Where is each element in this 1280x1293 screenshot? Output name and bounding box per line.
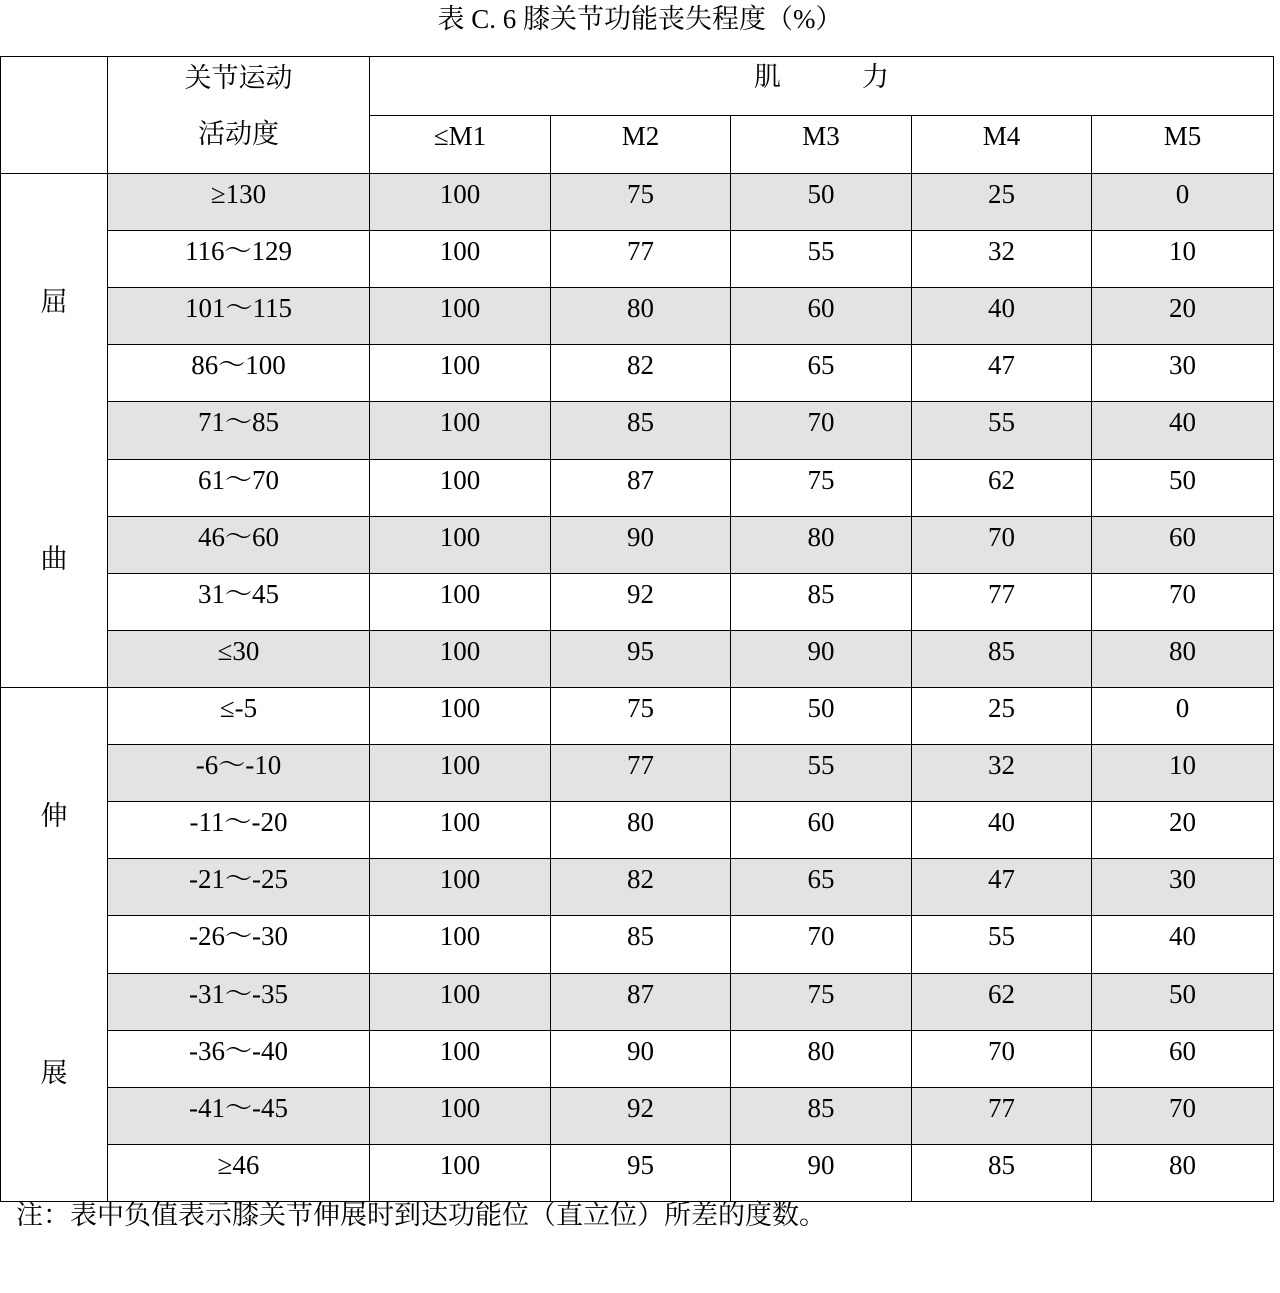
value-cell: 82 <box>551 859 731 916</box>
range-cell: ≤-5 <box>108 688 370 745</box>
value-cell: 100 <box>370 402 551 459</box>
value-cell: 92 <box>551 1087 731 1144</box>
value-cell: 100 <box>370 859 551 916</box>
value-cell: 90 <box>731 1144 912 1201</box>
value-cell: 77 <box>551 231 731 288</box>
value-cell: 60 <box>731 802 912 859</box>
value-cell: 40 <box>912 802 1092 859</box>
value-cell: 75 <box>551 688 731 745</box>
value-cell: 100 <box>370 745 551 802</box>
value-cell: 80 <box>731 1030 912 1087</box>
header-row-1 <box>1 57 1274 116</box>
value-cell: 20 <box>1092 288 1274 345</box>
table-row <box>1 459 1274 516</box>
value-cell: 100 <box>370 459 551 516</box>
group-label-char: 伸 <box>40 801 68 832</box>
header-col-m5: M5 <box>1092 115 1274 174</box>
header-muscle-strength: 肌 力 <box>370 57 1274 116</box>
range-cell: ≥46 <box>108 1144 370 1201</box>
table-row <box>1 630 1274 687</box>
value-cell: 55 <box>731 745 912 802</box>
value-cell: 100 <box>370 1144 551 1201</box>
value-cell: 50 <box>1092 973 1274 1030</box>
table-row <box>1 231 1274 288</box>
value-cell: 87 <box>551 459 731 516</box>
value-cell: 77 <box>551 745 731 802</box>
table-row <box>1 1144 1274 1201</box>
value-cell: 50 <box>731 688 912 745</box>
table-row <box>1 573 1274 630</box>
table-row <box>1 174 1274 231</box>
value-cell: 85 <box>912 630 1092 687</box>
value-cell: 85 <box>551 916 731 973</box>
table-note: 注：表中负值表示膝关节伸展时到达功能位（直立位）所差的度数。 <box>16 1200 826 1230</box>
table-row <box>1 516 1274 573</box>
value-cell: 100 <box>370 288 551 345</box>
group-label-char: 展 <box>40 1057 68 1088</box>
header-range-line1: 关节运动 <box>184 63 293 93</box>
value-cell: 77 <box>912 1087 1092 1144</box>
value-cell: 32 <box>912 745 1092 802</box>
value-cell: 80 <box>1092 1144 1274 1201</box>
group-label-cell <box>1 174 108 688</box>
value-cell: 85 <box>731 1087 912 1144</box>
table-row <box>1 916 1274 973</box>
range-cell: -26～-30 <box>108 916 370 973</box>
range-cell: ≥130 <box>108 174 370 231</box>
table-row <box>1 402 1274 459</box>
value-cell: 50 <box>1092 459 1274 516</box>
knee-function-table <box>0 56 1274 1202</box>
value-cell: 62 <box>912 973 1092 1030</box>
value-cell: 100 <box>370 345 551 402</box>
value-cell: 75 <box>551 174 731 231</box>
header-corner-cell <box>1 57 108 174</box>
value-cell: 70 <box>1092 1087 1274 1144</box>
range-cell: 31～45 <box>108 573 370 630</box>
value-cell: 87 <box>551 973 731 1030</box>
value-cell: 40 <box>912 288 1092 345</box>
value-cell: 50 <box>731 174 912 231</box>
table-row <box>1 345 1274 402</box>
table-row <box>1 745 1274 802</box>
value-cell: 65 <box>731 345 912 402</box>
group-label-char: 屈 <box>40 287 68 318</box>
value-cell: 100 <box>370 1087 551 1144</box>
value-cell: 60 <box>731 288 912 345</box>
value-cell: 92 <box>551 573 731 630</box>
value-cell: 85 <box>912 1144 1092 1201</box>
table-row <box>1 1030 1274 1087</box>
value-cell: 65 <box>731 859 912 916</box>
range-cell: 101～115 <box>108 288 370 345</box>
value-cell: 100 <box>370 802 551 859</box>
value-cell: 100 <box>370 688 551 745</box>
range-cell: -21～-25 <box>108 859 370 916</box>
group-label-char: 曲 <box>40 543 68 574</box>
value-cell: 70 <box>912 516 1092 573</box>
range-cell: 46～60 <box>108 516 370 573</box>
header-col-m1: ≤M1 <box>370 115 551 174</box>
value-cell: 100 <box>370 973 551 1030</box>
range-cell: -36～-40 <box>108 1030 370 1087</box>
value-cell: 95 <box>551 630 731 687</box>
value-cell: 20 <box>1092 802 1274 859</box>
header-col-m2: M2 <box>551 115 731 174</box>
range-cell: 71～85 <box>108 402 370 459</box>
value-cell: 100 <box>370 174 551 231</box>
range-cell: -31～-35 <box>108 973 370 1030</box>
table-row <box>1 1087 1274 1144</box>
header-col-m4: M4 <box>912 115 1092 174</box>
table-row <box>1 973 1274 1030</box>
value-cell: 62 <box>912 459 1092 516</box>
range-cell: 116～129 <box>108 231 370 288</box>
value-cell: 100 <box>370 1030 551 1087</box>
value-cell: 0 <box>1092 174 1274 231</box>
table-row <box>1 688 1274 745</box>
table-title: 表 C. 6 膝关节功能丧失程度（%） <box>437 4 843 34</box>
value-cell: 90 <box>731 630 912 687</box>
table-row <box>1 859 1274 916</box>
value-cell: 0 <box>1092 688 1274 745</box>
range-cell: -41～-45 <box>108 1087 370 1144</box>
value-cell: 100 <box>370 516 551 573</box>
value-cell: 100 <box>370 630 551 687</box>
value-cell: 70 <box>731 402 912 459</box>
value-cell: 75 <box>731 459 912 516</box>
header-col-m3: M3 <box>731 115 912 174</box>
value-cell: 95 <box>551 1144 731 1201</box>
value-cell: 60 <box>1092 516 1274 573</box>
value-cell: 100 <box>370 916 551 973</box>
value-cell: 10 <box>1092 231 1274 288</box>
range-cell: ≤30 <box>108 630 370 687</box>
value-cell: 85 <box>551 402 731 459</box>
range-cell: 86～100 <box>108 345 370 402</box>
value-cell: 90 <box>551 516 731 573</box>
value-cell: 25 <box>912 688 1092 745</box>
value-cell: 47 <box>912 859 1092 916</box>
table-row <box>1 288 1274 345</box>
value-cell: 40 <box>1092 916 1274 973</box>
value-cell: 70 <box>1092 573 1274 630</box>
value-cell: 100 <box>370 573 551 630</box>
value-cell: 55 <box>731 231 912 288</box>
header-range-line2: 活动度 <box>198 119 279 149</box>
value-cell: 55 <box>912 916 1092 973</box>
table-row <box>1 802 1274 859</box>
range-cell: -11～-20 <box>108 802 370 859</box>
header-range-cell <box>108 57 370 174</box>
range-cell: 61～70 <box>108 459 370 516</box>
value-cell: 70 <box>912 1030 1092 1087</box>
value-cell: 70 <box>731 916 912 973</box>
value-cell: 80 <box>1092 630 1274 687</box>
value-cell: 75 <box>731 973 912 1030</box>
range-cell: -6～-10 <box>108 745 370 802</box>
value-cell: 47 <box>912 345 1092 402</box>
value-cell: 30 <box>1092 859 1274 916</box>
value-cell: 85 <box>731 573 912 630</box>
value-cell: 77 <box>912 573 1092 630</box>
group-label-cell <box>1 688 108 1202</box>
value-cell: 100 <box>370 231 551 288</box>
value-cell: 80 <box>551 802 731 859</box>
value-cell: 10 <box>1092 745 1274 802</box>
value-cell: 30 <box>1092 345 1274 402</box>
value-cell: 80 <box>551 288 731 345</box>
value-cell: 90 <box>551 1030 731 1087</box>
value-cell: 82 <box>551 345 731 402</box>
value-cell: 60 <box>1092 1030 1274 1087</box>
value-cell: 25 <box>912 174 1092 231</box>
value-cell: 55 <box>912 402 1092 459</box>
value-cell: 80 <box>731 516 912 573</box>
value-cell: 40 <box>1092 402 1274 459</box>
value-cell: 32 <box>912 231 1092 288</box>
table-body <box>1 174 1274 1202</box>
